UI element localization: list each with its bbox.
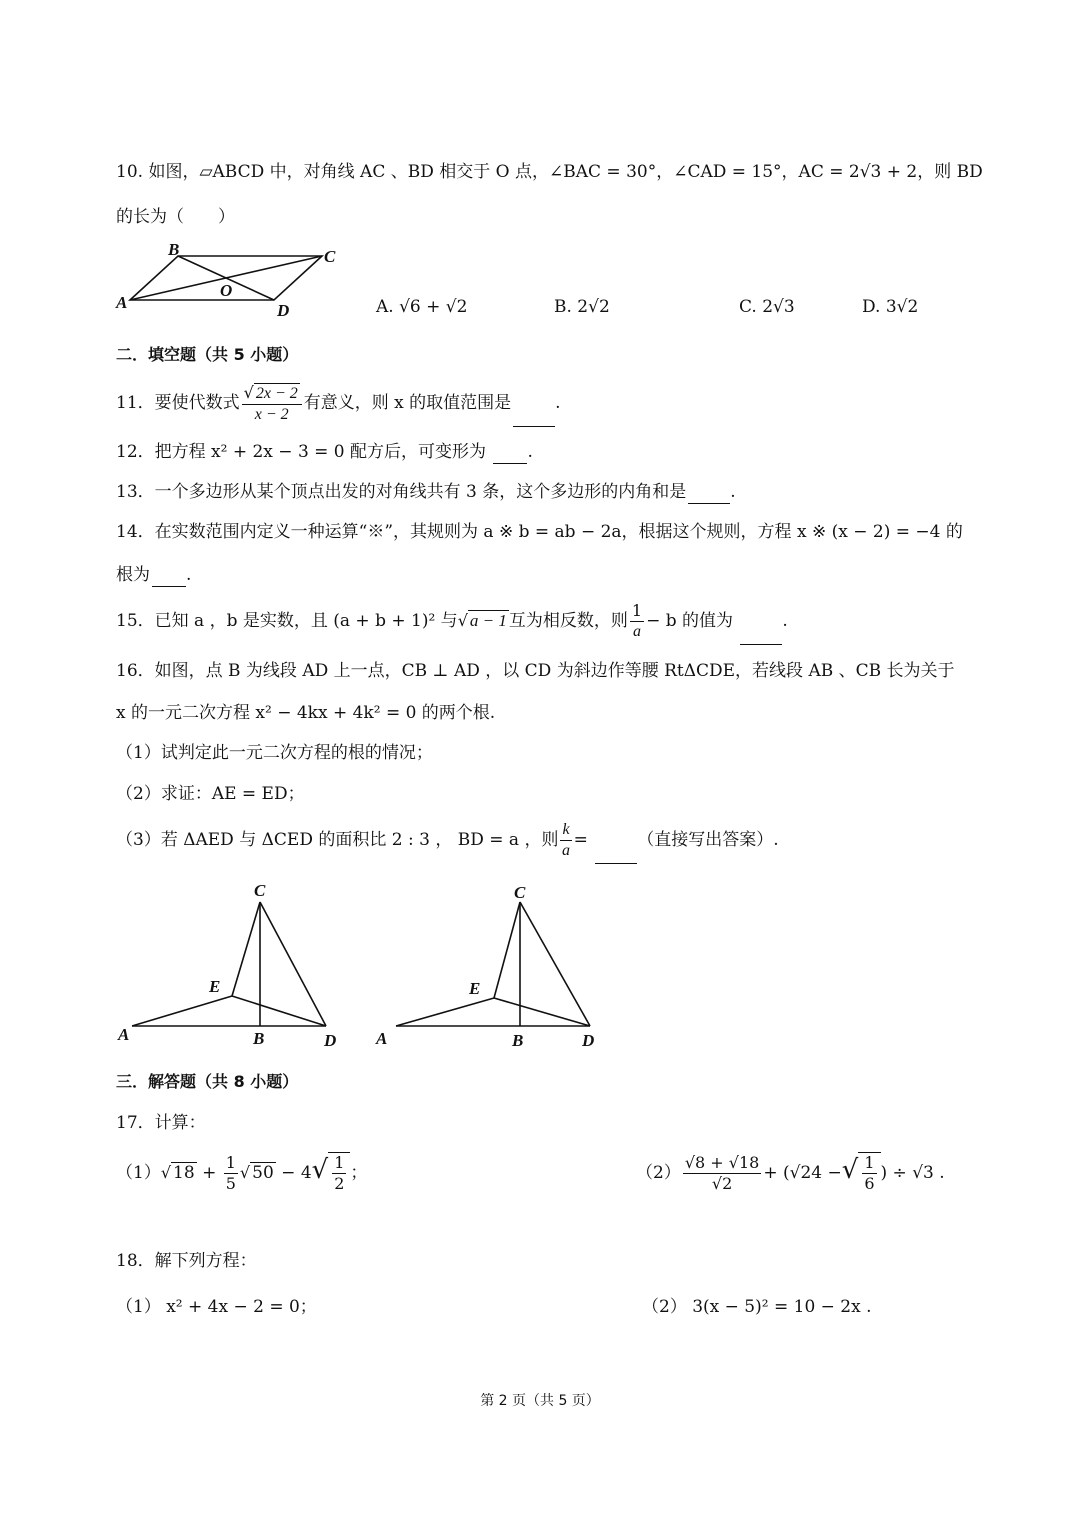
label-C: C bbox=[324, 247, 336, 266]
fig2-label-C: C bbox=[514, 883, 526, 902]
option-c: C. 2√3 bbox=[739, 297, 795, 317]
fig1-label-B: B bbox=[253, 1029, 265, 1048]
q17-title: 17．计算： bbox=[116, 1113, 206, 1133]
page-footer: 第 2 页（共 5 页） bbox=[480, 1393, 600, 1409]
fig2-label-A: A bbox=[376, 1029, 388, 1048]
q15: 15．已知 a ，b 是实数，且 (a + b + 1)² 与√ a − 1 互为相反数，则 $\frac{1}{a}$ − b 的值为 . bbox=[116, 597, 788, 645]
fig2-label-B: B bbox=[512, 1031, 524, 1050]
q16-line1: 16．如图，点 B 为线段 AD 上一点，CB ⊥ AD ，以 CD 为斜边作等腰 RtΔCDE，若线段 AB 、CB 长为关于 bbox=[116, 661, 955, 681]
q18-title: 18．解下列方程： bbox=[116, 1251, 257, 1271]
q16-part2: （2）求证：AE = ED； bbox=[116, 784, 305, 804]
q13-blank bbox=[688, 485, 730, 504]
label-O: O bbox=[220, 281, 233, 300]
q13: 13．一个多边形从某个顶点出发的对角线共有 3 条，这个多边形的内角和是 . bbox=[116, 482, 736, 502]
q11-fraction: $\frac{√ 2x - 2}{x - 2}$ bbox=[242, 383, 302, 425]
q11: 11．要使代数式 $\frac{√ 2x - 2}{x - 2}$ 有意义，则 x 的取值范围是 . bbox=[116, 379, 561, 427]
q16-line2: x 的一元二次方程 x² − 4kx + 4k² = 0 的两个根. bbox=[116, 703, 496, 723]
q18-part1: （1） x² + 4x − 2 = 0； bbox=[116, 1297, 317, 1317]
q11-suffix: 有意义，则 x 的取值范围是 bbox=[303, 393, 512, 413]
section-2-heading: 二．填空题（共 5 小题） bbox=[116, 345, 299, 364]
q15-radical: a − 1 bbox=[469, 611, 507, 630]
q15-blank bbox=[740, 626, 782, 645]
fig2-label-D: D bbox=[582, 1031, 595, 1050]
label-B: B bbox=[168, 240, 180, 259]
triangle-figure-2 bbox=[372, 878, 612, 1050]
fig1-label-A: A bbox=[118, 1025, 130, 1044]
q15-fraction: $\frac{1}{a}$ bbox=[631, 601, 643, 640]
fig1-label-C: C bbox=[254, 881, 266, 900]
section-3-heading: 三．解答题（共 8 小题） bbox=[116, 1072, 299, 1091]
fig1-label-D: D bbox=[324, 1031, 337, 1050]
q10-line2: 的长为（ ） bbox=[116, 207, 235, 227]
parallelogram-figure bbox=[112, 238, 342, 320]
q14-blank bbox=[152, 568, 186, 587]
option-d: D. 3√2 bbox=[862, 297, 919, 317]
q18-part2: （2） 3(x − 5)² = 10 − 2x . bbox=[642, 1297, 872, 1317]
q16-blank bbox=[595, 845, 637, 864]
q11-blank bbox=[513, 408, 555, 427]
label-D: D bbox=[277, 301, 290, 320]
q14-line2: 根为 . bbox=[116, 565, 192, 585]
q17-part2: （2） $\frac{√8 + √18}{√2}$ + (√24 −√ $\frac{1}{6}$ ) ÷ √3 . bbox=[636, 1153, 945, 1193]
q16-part1: （1）试判定此一元二次方程的根的情况； bbox=[116, 743, 433, 763]
q12: 12．把方程 x² + 2x − 3 = 0 配方后，可变形为 . bbox=[116, 442, 533, 462]
q10-line1: 10. 如图，▱ABCD 中，对角线 AC 、BD 相交于 O 点，∠BAC = 30°，∠CAD = 15°，AC = 2√3 + 2，则 BD bbox=[116, 162, 983, 182]
q17-part1: （1）√ 18 + $\frac{1}{5}$ √ 50 − 4√ $\frac{1}{2}$ ； bbox=[116, 1153, 368, 1193]
q11-prefix: 11．要使代数式 bbox=[116, 393, 240, 413]
q12-blank bbox=[493, 445, 527, 464]
label-A: A bbox=[116, 293, 128, 312]
fig2-label-E: E bbox=[469, 979, 481, 998]
q16-part3: （3）若 ΔAED 与 ΔCED 的面积比 2 : 3 ， BD = a ，则 $\frac{k}{a}$ = （直接写出答案）. bbox=[116, 816, 779, 864]
q14-line1: 14．在实数范围内定义一种运算“※”，其规则为 a ※ b = ab − 2a，根据这个规则，方程 x ※ (x − 2) = −4 的 bbox=[116, 522, 963, 542]
fig1-label-E: E bbox=[209, 977, 221, 996]
triangle-figure-1 bbox=[112, 878, 352, 1050]
option-a: A. √6 + √2 bbox=[376, 297, 468, 317]
q16-fraction: $\frac{k}{a}$ bbox=[562, 821, 570, 859]
option-b: B. 2√2 bbox=[554, 297, 610, 317]
